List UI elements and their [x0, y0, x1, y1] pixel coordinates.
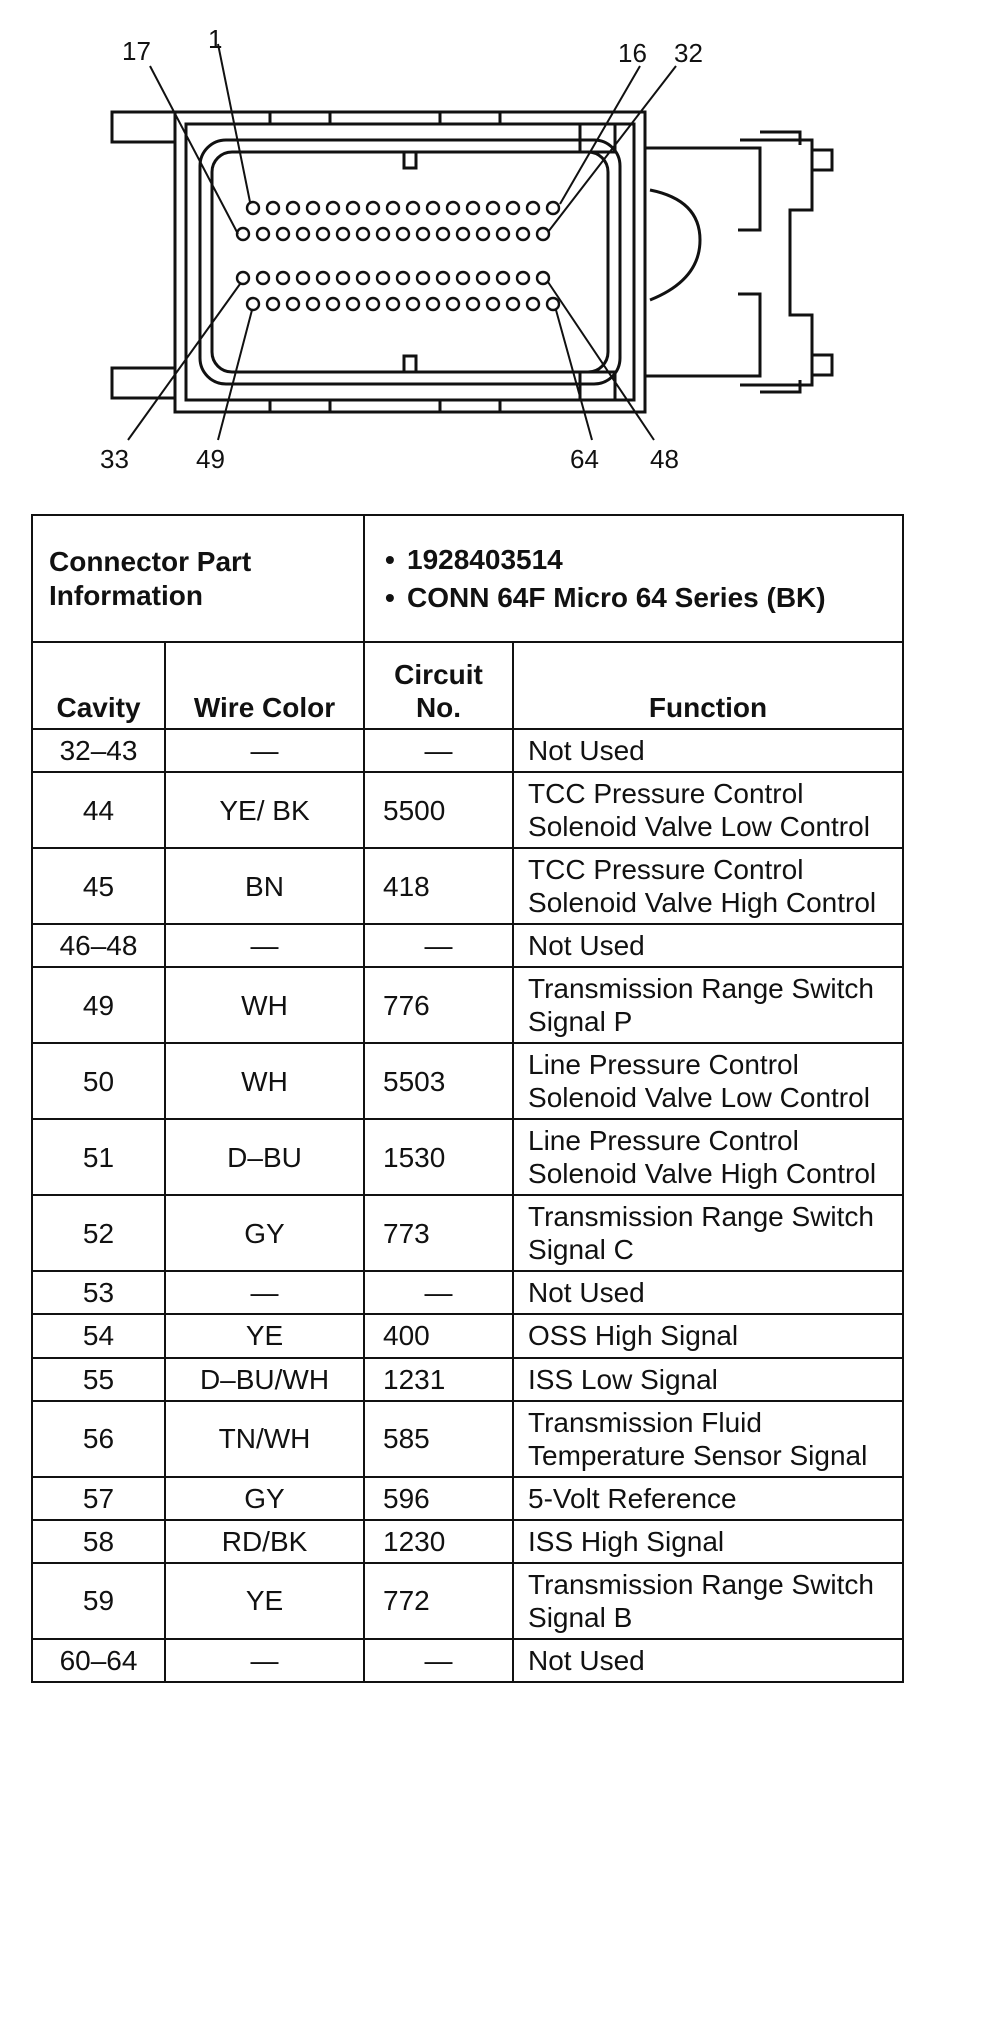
cell-cavity: 60–64 [32, 1639, 165, 1682]
cell-wire-color: — [165, 1271, 364, 1314]
cell-wire-color: GY [165, 1195, 364, 1271]
cell-circuit-no: — [364, 924, 513, 967]
cell-circuit-no: 400 [364, 1314, 513, 1357]
connector-body [175, 112, 645, 412]
pin-row-3 [237, 272, 549, 284]
cell-wire-color: RD/BK [165, 1520, 364, 1563]
cell-function: Not Used [513, 1271, 903, 1314]
header-cavity: Cavity [32, 642, 165, 729]
pin-label-17: 17 [122, 36, 151, 66]
cell-function: Not Used [513, 729, 903, 772]
cell-circuit-no: 772 [364, 1563, 513, 1639]
cell-cavity: 57 [32, 1477, 165, 1520]
cell-circuit-no: 773 [364, 1195, 513, 1271]
cell-function: TCC Pressure Control Solenoid Valve High Control [513, 848, 903, 924]
cell-function: Not Used [513, 924, 903, 967]
cell-circuit-no: — [364, 729, 513, 772]
cell-cavity: 58 [32, 1520, 165, 1563]
table-row [32, 1043, 903, 1119]
cell-circuit-no: 418 [364, 848, 513, 924]
cell-circuit-no: 5503 [364, 1043, 513, 1119]
cell-wire-color: BN [165, 848, 364, 924]
cell-function: Line Pressure Control Solenoid Valve Low Control [513, 1043, 903, 1119]
cell-wire-color: YE/ BK [165, 772, 364, 848]
table-row [32, 1119, 903, 1195]
cell-circuit-no: 585 [364, 1401, 513, 1477]
cell-wire-color: GY [165, 1477, 364, 1520]
table-row [32, 848, 903, 924]
cell-circuit-no: — [364, 1271, 513, 1314]
cell-cavity: 59 [32, 1563, 165, 1639]
cell-circuit-no: 1530 [364, 1119, 513, 1195]
table-row [32, 1195, 903, 1271]
table-row [32, 1358, 903, 1401]
cell-function: Not Used [513, 1639, 903, 1682]
cell-wire-color: WH [165, 1043, 364, 1119]
cell-function: Transmission Range Switch Signal C [513, 1195, 903, 1271]
cell-cavity: 44 [32, 772, 165, 848]
connector-description: • CONN 64F Micro 64 Series (BK) [385, 581, 886, 614]
cell-function: ISS Low Signal [513, 1358, 903, 1401]
cell-cavity: 54 [32, 1314, 165, 1357]
cell-wire-color: D–BU [165, 1119, 364, 1195]
cell-wire-color: — [165, 729, 364, 772]
table-row [32, 1520, 903, 1563]
table-row [32, 1639, 903, 1682]
cell-cavity: 45 [32, 848, 165, 924]
cell-function: Transmission Range Switch Signal B [513, 1563, 903, 1639]
pin-label-16: 16 [618, 38, 647, 68]
connector-info-row [32, 515, 903, 642]
pin-label-32: 32 [674, 38, 703, 68]
leader-lines [128, 44, 676, 440]
cell-wire-color: D–BU/WH [165, 1358, 364, 1401]
cell-cavity: 46–48 [32, 924, 165, 967]
cell-cavity: 51 [32, 1119, 165, 1195]
pin-label-64: 64 [570, 444, 599, 474]
table-row [32, 967, 903, 1043]
cell-wire-color: WH [165, 967, 364, 1043]
pin-label-49: 49 [196, 444, 225, 474]
table-row [32, 772, 903, 848]
header-circuit-no: Circuit No. [364, 642, 513, 729]
table-row [32, 729, 903, 772]
table-header-row [32, 642, 903, 729]
cell-wire-color: — [165, 1639, 364, 1682]
table-row [32, 1314, 903, 1357]
cell-cavity: 55 [32, 1358, 165, 1401]
table-row [32, 924, 903, 967]
pin-row-1 [247, 202, 559, 214]
cell-circuit-no: 776 [364, 967, 513, 1043]
table-row [32, 1477, 903, 1520]
cell-cavity: 49 [32, 967, 165, 1043]
cell-cavity: 53 [32, 1271, 165, 1314]
cell-cavity: 50 [32, 1043, 165, 1119]
table-row [32, 1563, 903, 1639]
cell-wire-color: — [165, 924, 364, 967]
pin-row-2 [237, 228, 549, 240]
cell-cavity: 56 [32, 1401, 165, 1477]
mount-tab [112, 112, 175, 398]
cell-function: Transmission Range Switch Signal P [513, 967, 903, 1043]
connector-diagram [0, 0, 1008, 500]
cell-circuit-no: 596 [364, 1477, 513, 1520]
cell-wire-color: YE [165, 1563, 364, 1639]
cell-cavity: 32–43 [32, 729, 165, 772]
cell-circuit-no: 1230 [364, 1520, 513, 1563]
connector-info-label: Connector Part Information [32, 515, 364, 642]
cell-circuit-no: 1231 [364, 1358, 513, 1401]
pin-row-4 [247, 298, 559, 310]
pin-label-33: 33 [100, 444, 129, 474]
pin-rows [237, 202, 559, 310]
cell-circuit-no: — [364, 1639, 513, 1682]
cell-function: 5-Volt Reference [513, 1477, 903, 1520]
cell-function: OSS High Signal [513, 1314, 903, 1357]
header-wire-color: Wire Color [165, 642, 364, 729]
cell-circuit-no: 5500 [364, 772, 513, 848]
cell-function: ISS High Signal [513, 1520, 903, 1563]
cell-cavity: 52 [32, 1195, 165, 1271]
cell-function: TCC Pressure Control Solenoid Valve Low Control [513, 772, 903, 848]
table-row [32, 1401, 903, 1477]
pin-labels [100, 24, 703, 474]
header-function: Function [513, 642, 903, 729]
pin-label-48: 48 [650, 444, 679, 474]
cell-wire-color: YE [165, 1314, 364, 1357]
cell-wire-color: TN/WH [165, 1401, 364, 1477]
pin-label-1: 1 [208, 24, 223, 54]
cell-function: Line Pressure Control Solenoid Valve High Control [513, 1119, 903, 1195]
cell-function: Transmission Fluid Temperature Sensor Signal [513, 1401, 903, 1477]
connector-info-values [364, 515, 903, 642]
connector-part-number: • 1928403514 [385, 543, 886, 576]
connector-table [31, 514, 904, 1683]
table-row [32, 1271, 903, 1314]
